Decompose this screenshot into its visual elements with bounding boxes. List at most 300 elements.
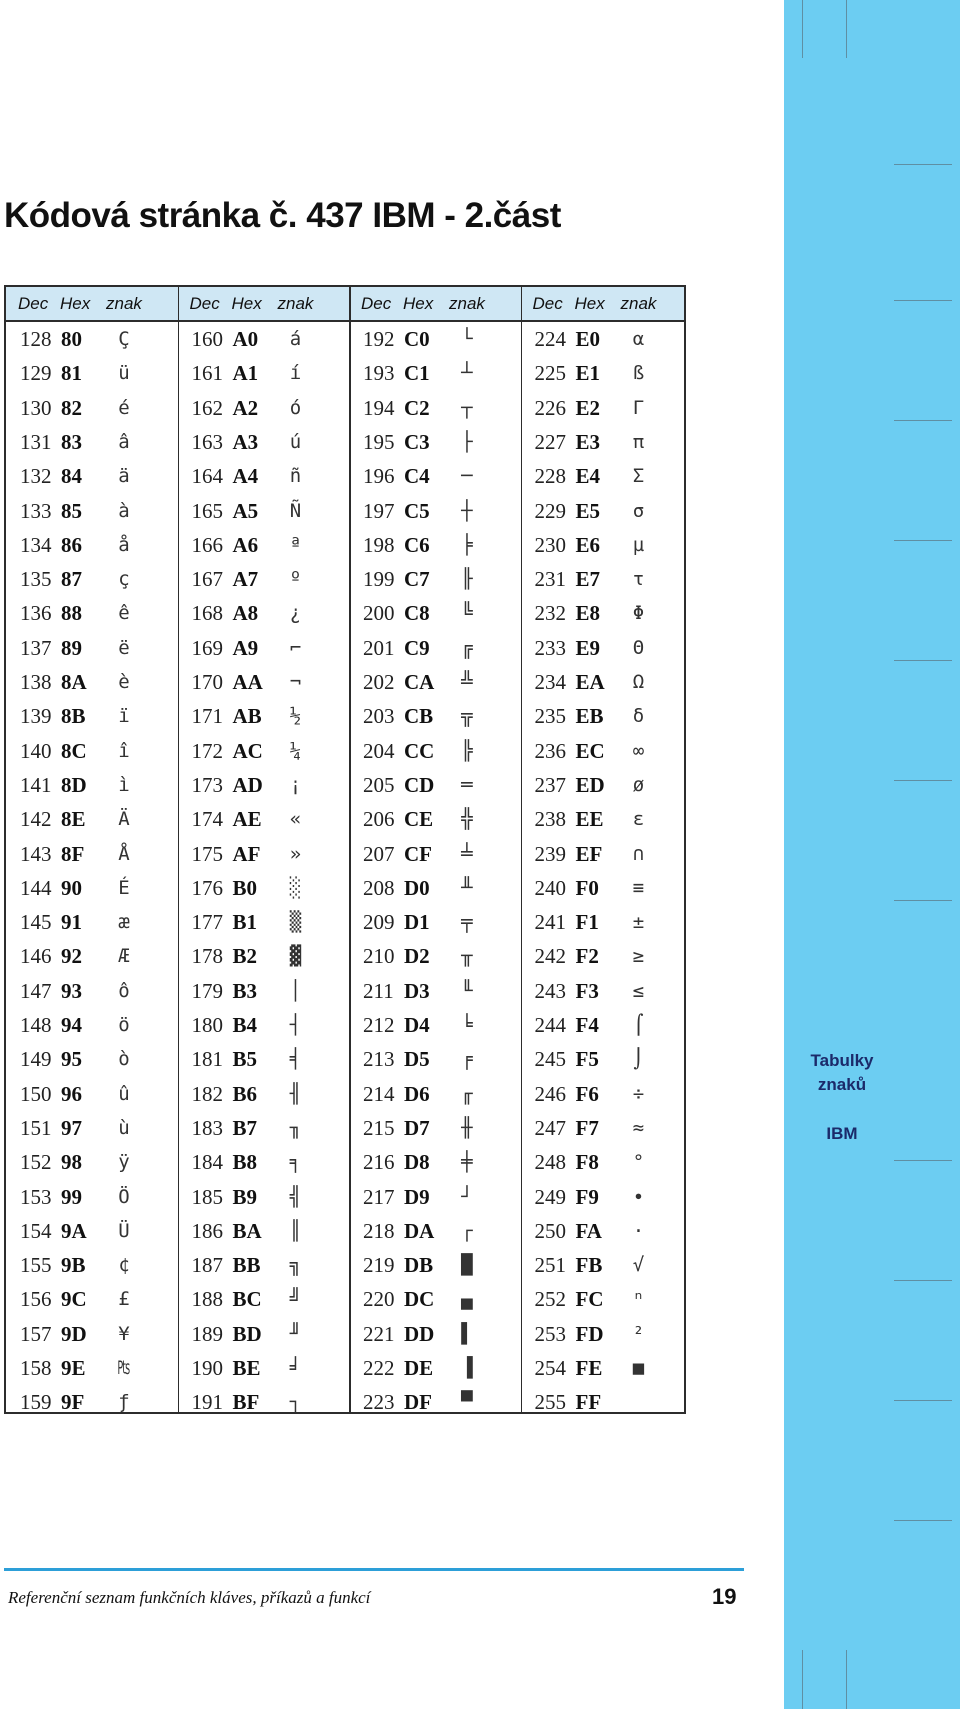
cell-hex: D2 bbox=[404, 944, 430, 969]
cell-character: ┤ bbox=[289, 1014, 302, 1036]
cell-hex: CB bbox=[404, 704, 434, 729]
page-title: Kódová stránka č. 437 IBM - 2.část bbox=[4, 196, 561, 235]
cell-character: ñ bbox=[289, 465, 302, 488]
cell-decimal: 192 bbox=[363, 327, 395, 351]
cell-character: ╣ bbox=[289, 1185, 302, 1208]
cell-character: ╬ bbox=[461, 808, 473, 831]
cell-hex: ED bbox=[575, 772, 605, 797]
cell-character: ¡ bbox=[289, 773, 302, 796]
cell-character: π bbox=[632, 430, 645, 453]
cell-decimal: 180 bbox=[191, 1013, 223, 1037]
cell-decimal: 187 bbox=[191, 1253, 223, 1278]
cell-character: æ bbox=[118, 911, 130, 934]
footer-text: Referenční seznam funkčních kláves, příkazů a funkcí bbox=[8, 1588, 371, 1607]
cell-hex: E4 bbox=[575, 464, 601, 489]
cell-decimal: 166 bbox=[191, 532, 223, 557]
cell-decimal: 243 bbox=[534, 978, 566, 1003]
cell-decimal: 196 bbox=[363, 464, 395, 489]
cell-hex: 92 bbox=[61, 944, 82, 969]
cell-hex: E8 bbox=[575, 601, 601, 626]
side-tab-tick bbox=[802, 0, 803, 58]
cell-character: ⁿ bbox=[632, 1288, 645, 1311]
cell-decimal: 241 bbox=[534, 910, 566, 935]
cell-decimal: 221 bbox=[363, 1321, 395, 1346]
cell-character: Φ bbox=[632, 602, 645, 625]
cell-hex: D6 bbox=[404, 1081, 430, 1106]
cell-hex: A0 bbox=[232, 327, 259, 351]
cell-hex: CA bbox=[404, 670, 435, 694]
cell-character: ▄ bbox=[461, 1288, 473, 1311]
cell-hex: B1 bbox=[232, 910, 258, 935]
cell-character: Ñ bbox=[289, 499, 302, 522]
cell-decimal: 131 bbox=[20, 429, 52, 454]
cell-character: │ bbox=[289, 979, 302, 1002]
cell-hex: AC bbox=[232, 738, 263, 763]
cell-hex: 84 bbox=[61, 464, 82, 489]
cell-decimal: 171 bbox=[191, 704, 223, 729]
cell-decimal: 136 bbox=[20, 601, 52, 626]
cell-decimal: 207 bbox=[363, 841, 395, 866]
cell-hex: D8 bbox=[404, 1150, 430, 1175]
cell-character: ì bbox=[118, 773, 130, 796]
cell-decimal: 213 bbox=[363, 1047, 395, 1072]
cell-character: ∙ bbox=[632, 1185, 645, 1208]
cell-character: ╛ bbox=[289, 1357, 302, 1379]
cell-character: ▒ bbox=[289, 911, 302, 934]
cell-hex: F5 bbox=[575, 1047, 599, 1072]
cell-character: ╙ bbox=[461, 979, 473, 1002]
cell-decimal: 135 bbox=[20, 567, 52, 592]
side-tab bbox=[784, 0, 960, 1709]
cell-hex: 8E bbox=[61, 807, 86, 832]
cell-character: û bbox=[118, 1082, 130, 1105]
header-ch: znak bbox=[106, 294, 142, 313]
cell-decimal: 130 bbox=[20, 395, 52, 420]
cell-hex: 90 bbox=[61, 875, 82, 900]
cell-character: « bbox=[289, 808, 302, 831]
cell-hex: D0 bbox=[404, 875, 430, 900]
cell-hex: F1 bbox=[575, 910, 599, 935]
cell-decimal: 225 bbox=[534, 361, 566, 386]
cell-hex: F8 bbox=[575, 1150, 599, 1175]
side-tab-tick bbox=[894, 164, 952, 165]
cell-hex: 98 bbox=[61, 1150, 82, 1175]
cell-decimal: 246 bbox=[534, 1081, 566, 1106]
cell-character: ┼ bbox=[461, 499, 473, 522]
cell-decimal: 190 bbox=[191, 1356, 223, 1380]
cell-character: ╞ bbox=[461, 533, 473, 556]
cell-hex: 81 bbox=[61, 361, 82, 386]
cell-hex: B6 bbox=[232, 1081, 258, 1106]
cell-character: ª bbox=[289, 533, 302, 556]
cell-character: ╓ bbox=[461, 1082, 473, 1105]
cell-decimal: 169 bbox=[191, 635, 223, 660]
cell-decimal: 149 bbox=[20, 1047, 52, 1072]
cell-decimal: 193 bbox=[363, 361, 395, 386]
cell-hex: DF bbox=[404, 1390, 432, 1415]
cell-decimal: 183 bbox=[191, 1115, 223, 1140]
cell-character: ₧ bbox=[118, 1357, 130, 1379]
cell-hex: D9 bbox=[404, 1184, 430, 1209]
cell-hex: 91 bbox=[61, 910, 82, 935]
cell-hex: 95 bbox=[61, 1047, 82, 1072]
cell-decimal: 216 bbox=[363, 1150, 395, 1175]
cell-hex: CE bbox=[404, 807, 434, 832]
cell-hex: DA bbox=[404, 1218, 435, 1243]
cell-character: ø bbox=[632, 773, 645, 796]
header-hex: Hex bbox=[60, 294, 91, 313]
cell-decimal: 203 bbox=[363, 704, 395, 729]
cell-decimal: 251 bbox=[534, 1253, 566, 1278]
side-tab-tick bbox=[894, 780, 952, 781]
header-ch: znak bbox=[620, 294, 657, 313]
cell-decimal: 228 bbox=[534, 464, 566, 489]
cell-decimal: 204 bbox=[363, 738, 395, 763]
cell-character: º bbox=[289, 568, 302, 591]
cell-character: ¿ bbox=[289, 602, 302, 625]
cell-character: δ bbox=[632, 705, 645, 728]
cell-hex: 9C bbox=[61, 1287, 87, 1312]
cell-hex: D4 bbox=[404, 1013, 430, 1037]
side-tab-label-1: Tabulky bbox=[810, 1051, 874, 1070]
cell-hex: FE bbox=[575, 1356, 603, 1380]
page-number: 19 bbox=[712, 1584, 737, 1609]
cell-decimal: 237 bbox=[534, 772, 566, 797]
cell-character: ╧ bbox=[461, 842, 473, 865]
cell-decimal: 143 bbox=[20, 841, 52, 866]
cell-hex: F3 bbox=[575, 978, 599, 1003]
cell-hex: EF bbox=[575, 841, 603, 866]
cell-hex: 9E bbox=[61, 1356, 86, 1380]
cell-hex: A6 bbox=[232, 532, 259, 557]
cell-character: ╘ bbox=[461, 1014, 473, 1036]
cell-character: ¥ bbox=[118, 1322, 130, 1345]
cell-decimal: 206 bbox=[363, 807, 395, 832]
side-tab-tick bbox=[894, 1160, 952, 1161]
cell-character: ╥ bbox=[461, 945, 473, 968]
cell-decimal: 141 bbox=[20, 772, 52, 797]
cell-decimal: 147 bbox=[20, 978, 52, 1003]
side-tab-tick bbox=[894, 1400, 952, 1401]
side-tab-label-2: znaků bbox=[817, 1075, 867, 1094]
cell-character: ô bbox=[118, 979, 130, 1002]
cell-hex: E6 bbox=[575, 532, 601, 557]
cell-hex: EC bbox=[575, 738, 605, 763]
cell-character: ╩ bbox=[461, 671, 473, 693]
cell-character: ─ bbox=[461, 465, 473, 488]
cell-hex: BB bbox=[232, 1253, 261, 1278]
cell-decimal: 219 bbox=[363, 1253, 395, 1278]
cell-character: ┐ bbox=[289, 1391, 302, 1414]
cell-hex: 93 bbox=[61, 978, 82, 1003]
cell-hex: A5 bbox=[232, 498, 259, 523]
cell-hex: C1 bbox=[404, 361, 430, 386]
cell-decimal: 128 bbox=[20, 327, 52, 351]
side-tab-tick bbox=[894, 900, 952, 901]
cell-character: ⌐ bbox=[289, 636, 302, 659]
cell-character: é bbox=[118, 396, 130, 419]
cell-decimal: 188 bbox=[191, 1287, 223, 1312]
cell-hex: C9 bbox=[404, 635, 430, 660]
cell-character: ╖ bbox=[289, 1116, 302, 1139]
cell-character: ░ bbox=[289, 876, 302, 899]
cell-decimal: 152 bbox=[20, 1150, 52, 1175]
cell-hex: 88 bbox=[61, 601, 82, 626]
cell-hex: A7 bbox=[232, 567, 259, 592]
cell-character: α bbox=[632, 328, 645, 350]
cell-character: Ç bbox=[118, 328, 130, 350]
cell-hex: F6 bbox=[575, 1081, 599, 1106]
cell-decimal: 146 bbox=[20, 944, 52, 969]
cell-hex: C8 bbox=[404, 601, 430, 626]
cell-decimal: 156 bbox=[20, 1287, 52, 1312]
cell-character: Θ bbox=[632, 636, 645, 659]
header-dec: Dec bbox=[532, 294, 563, 313]
cell-decimal: 167 bbox=[191, 567, 223, 592]
cell-character: ▓ bbox=[289, 945, 302, 968]
cell-hex: C6 bbox=[404, 532, 430, 557]
cell-hex: E3 bbox=[575, 429, 601, 454]
cell-character: ╟ bbox=[461, 568, 473, 591]
cell-character: ö bbox=[118, 1014, 130, 1036]
cell-hex: 8C bbox=[61, 738, 87, 763]
cell-character bbox=[619, 1385, 659, 1419]
cell-hex: 99 bbox=[61, 1184, 82, 1209]
cell-decimal: 255 bbox=[534, 1390, 566, 1415]
cell-decimal: 212 bbox=[363, 1013, 395, 1037]
cell-character: ╫ bbox=[461, 1116, 473, 1139]
cell-character: ╚ bbox=[461, 602, 473, 625]
footer-rule bbox=[4, 1568, 744, 1571]
cell-hex: 94 bbox=[61, 1013, 82, 1037]
cell-decimal: 170 bbox=[191, 670, 223, 694]
cell-character: ä bbox=[118, 465, 130, 488]
cell-decimal: 155 bbox=[20, 1253, 52, 1278]
column-divider bbox=[178, 287, 180, 1412]
header-dec: Dec bbox=[361, 294, 392, 313]
cell-character: ß bbox=[632, 362, 645, 385]
code-page-table bbox=[4, 285, 686, 1414]
cell-decimal: 189 bbox=[191, 1321, 223, 1346]
cell-character: ½ bbox=[289, 705, 302, 728]
cell-character: ┬ bbox=[461, 396, 473, 419]
cell-decimal: 172 bbox=[191, 738, 223, 763]
cell-character: ╔ bbox=[461, 636, 473, 659]
cell-decimal: 139 bbox=[20, 704, 52, 729]
cell-decimal: 133 bbox=[20, 498, 52, 523]
cell-hex: C5 bbox=[404, 498, 430, 523]
cell-decimal: 210 bbox=[363, 944, 395, 969]
cell-decimal: 140 bbox=[20, 738, 52, 763]
cell-decimal: 132 bbox=[20, 464, 52, 489]
cell-decimal: 239 bbox=[534, 841, 566, 866]
cell-character: ∩ bbox=[632, 842, 645, 865]
cell-hex: C4 bbox=[404, 464, 430, 489]
header-dec: Dec bbox=[18, 294, 49, 313]
cell-character: ç bbox=[118, 568, 130, 591]
cell-decimal: 197 bbox=[363, 498, 395, 523]
cell-character: ┌ bbox=[461, 1219, 473, 1242]
cell-decimal: 254 bbox=[534, 1356, 566, 1380]
cell-character: ± bbox=[632, 911, 645, 934]
cell-hex: DB bbox=[404, 1253, 434, 1278]
cell-hex: EA bbox=[575, 670, 605, 694]
cell-hex: A3 bbox=[232, 429, 259, 454]
header-hex: Hex bbox=[403, 294, 434, 313]
cell-hex: 87 bbox=[61, 567, 82, 592]
cell-decimal: 250 bbox=[534, 1218, 566, 1243]
cell-hex: 8A bbox=[61, 670, 87, 694]
header-hex: Hex bbox=[231, 294, 262, 313]
cell-decimal: 191 bbox=[191, 1390, 223, 1415]
cell-character: ² bbox=[632, 1322, 645, 1345]
cell-decimal: 227 bbox=[534, 429, 566, 454]
cell-hex: DD bbox=[404, 1321, 435, 1346]
cell-decimal: 242 bbox=[534, 944, 566, 969]
cell-decimal: 134 bbox=[20, 532, 52, 557]
cell-decimal: 162 bbox=[191, 395, 223, 420]
cell-decimal: 178 bbox=[191, 944, 223, 969]
cell-character: è bbox=[118, 671, 130, 693]
cell-decimal: 226 bbox=[534, 395, 566, 420]
cell-decimal: 184 bbox=[191, 1150, 223, 1175]
cell-hex: D1 bbox=[404, 910, 430, 935]
cell-decimal: 144 bbox=[20, 875, 52, 900]
cell-character: µ bbox=[632, 533, 645, 556]
cell-hex: B9 bbox=[232, 1184, 258, 1209]
cell-hex: BF bbox=[232, 1390, 260, 1415]
cell-hex: CC bbox=[404, 738, 435, 763]
cell-hex: A8 bbox=[232, 601, 259, 626]
cell-character: Ω bbox=[632, 671, 645, 693]
cell-hex: AB bbox=[232, 704, 262, 729]
cell-decimal: 154 bbox=[20, 1218, 52, 1243]
cell-hex: E1 bbox=[575, 361, 601, 386]
cell-character: √ bbox=[632, 1254, 645, 1277]
cell-character: ╜ bbox=[289, 1322, 302, 1345]
cell-character: ═ bbox=[461, 773, 473, 796]
cell-character: ╠ bbox=[461, 739, 473, 762]
cell-hex: 9D bbox=[61, 1321, 87, 1346]
cell-character: ▐ bbox=[461, 1357, 473, 1379]
cell-character: Ü bbox=[118, 1219, 130, 1242]
cell-decimal: 137 bbox=[20, 635, 52, 660]
cell-hex: C3 bbox=[404, 429, 430, 454]
cell-decimal: 201 bbox=[363, 635, 395, 660]
cell-decimal: 220 bbox=[363, 1287, 395, 1312]
header-dec: Dec bbox=[189, 294, 220, 313]
cell-hex: 97 bbox=[61, 1115, 82, 1140]
cell-character: á bbox=[289, 328, 302, 350]
cell-decimal: 248 bbox=[534, 1150, 566, 1175]
cell-character: ┴ bbox=[461, 362, 473, 385]
cell-decimal: 142 bbox=[20, 807, 52, 832]
cell-hex: E5 bbox=[575, 498, 601, 523]
cell-hex: AA bbox=[232, 670, 263, 694]
cell-character: à bbox=[118, 499, 130, 522]
cell-character: ╪ bbox=[461, 1151, 473, 1174]
cell-hex: E7 bbox=[575, 567, 601, 592]
cell-decimal: 138 bbox=[20, 670, 52, 694]
cell-decimal: 245 bbox=[534, 1047, 566, 1072]
cell-decimal: 151 bbox=[20, 1115, 52, 1140]
side-tab-tick bbox=[846, 1650, 847, 1709]
cell-hex: B0 bbox=[232, 875, 258, 900]
table-header bbox=[6, 287, 684, 322]
cell-character: ° bbox=[632, 1151, 645, 1174]
cell-hex: D5 bbox=[404, 1047, 430, 1072]
cell-decimal: 240 bbox=[534, 875, 566, 900]
cell-decimal: 238 bbox=[534, 807, 566, 832]
cell-character: ╦ bbox=[461, 705, 473, 728]
cell-character: £ bbox=[118, 1288, 130, 1311]
cell-decimal: 182 bbox=[191, 1081, 223, 1106]
cell-character: ú bbox=[289, 430, 302, 453]
cell-hex: F4 bbox=[575, 1013, 599, 1037]
cell-hex: F7 bbox=[575, 1115, 599, 1140]
cell-hex: DE bbox=[404, 1356, 434, 1380]
cell-decimal: 165 bbox=[191, 498, 223, 523]
cell-decimal: 145 bbox=[20, 910, 52, 935]
cell-decimal: 233 bbox=[534, 635, 566, 660]
cell-character: ò bbox=[118, 1048, 130, 1071]
cell-decimal: 231 bbox=[534, 567, 566, 592]
cell-decimal: 185 bbox=[191, 1184, 223, 1209]
side-tab-tick bbox=[894, 1520, 952, 1521]
cell-hex: B7 bbox=[232, 1115, 258, 1140]
cell-character: ê bbox=[118, 602, 130, 625]
cell-hex: D7 bbox=[404, 1115, 430, 1140]
cell-character: ë bbox=[118, 636, 130, 659]
side-tab-label-3: IBM bbox=[826, 1124, 858, 1143]
cell-hex: FF bbox=[575, 1390, 602, 1415]
cell-decimal: 249 bbox=[534, 1184, 566, 1209]
cell-decimal: 168 bbox=[191, 601, 223, 626]
cell-decimal: 224 bbox=[534, 327, 566, 351]
cell-character: Ä bbox=[118, 808, 130, 831]
cell-decimal: 181 bbox=[191, 1047, 223, 1072]
cell-decimal: 194 bbox=[363, 395, 395, 420]
cell-character: ≈ bbox=[632, 1116, 645, 1139]
cell-decimal: 208 bbox=[363, 875, 395, 900]
cell-hex: 8B bbox=[61, 704, 86, 729]
cell-hex: 85 bbox=[61, 498, 82, 523]
cell-character: ¬ bbox=[289, 671, 302, 693]
cell-hex: 89 bbox=[61, 635, 82, 660]
cell-decimal: 205 bbox=[363, 772, 395, 797]
cell-character: ÷ bbox=[632, 1082, 645, 1105]
cell-decimal: 202 bbox=[363, 670, 395, 694]
cell-decimal: 209 bbox=[363, 910, 395, 935]
cell-decimal: 200 bbox=[363, 601, 395, 626]
cell-hex: A9 bbox=[232, 635, 259, 660]
cell-character: É bbox=[118, 876, 130, 899]
cell-decimal: 174 bbox=[191, 807, 223, 832]
cell-hex: AD bbox=[232, 772, 263, 797]
cell-character: Ö bbox=[118, 1185, 130, 1208]
cell-character: · bbox=[632, 1219, 645, 1242]
cell-decimal: 244 bbox=[534, 1013, 566, 1037]
cell-hex: 8F bbox=[61, 841, 85, 866]
cell-character: î bbox=[118, 739, 130, 762]
cell-character: ≥ bbox=[632, 945, 645, 968]
cell-character: Æ bbox=[118, 945, 130, 968]
cell-hex: A1 bbox=[232, 361, 259, 386]
side-tab-tick bbox=[846, 0, 847, 58]
cell-character: å bbox=[118, 533, 130, 556]
side-tab-tick bbox=[802, 1650, 803, 1709]
cell-hex: DC bbox=[404, 1287, 435, 1312]
